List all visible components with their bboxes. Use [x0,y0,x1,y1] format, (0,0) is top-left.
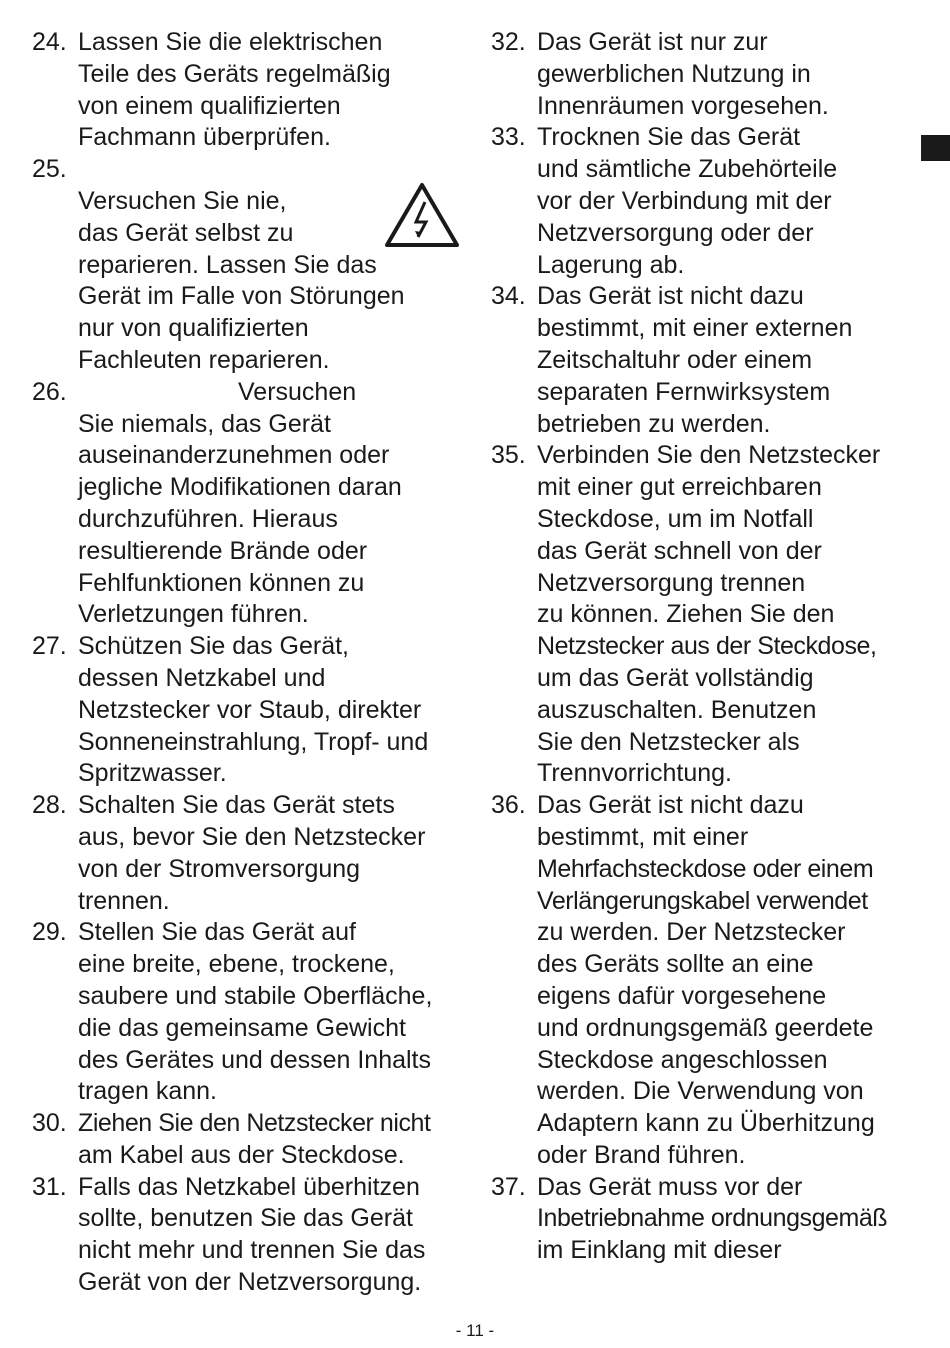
item-line: bestimmt, mit einer [537,822,749,851]
item-line: werden. Die Verwendung von [537,1077,864,1106]
item-number: 31. [32,1172,67,1201]
list-item-37 [491,1172,931,1267]
item-line: Netzstecker vor Staub, direkter [78,695,422,724]
item-number: 28. [32,791,67,820]
item-line: Lagerung ab. [537,250,685,279]
item-line: betrieben zu werden. [537,409,771,438]
electric-shock-warning-icon [384,182,460,248]
item-line: von der Stromversorgung [78,854,361,883]
item-line: des Geräts sollte an eine [537,950,814,979]
item-line: trennen. [78,886,170,915]
list-item-35 [491,440,931,790]
item-number: 32. [491,28,526,56]
item-line: Lassen Sie die elektrischen [78,28,383,56]
item-line: Zeitschaltuhr oder einem [537,345,813,374]
item-number: 26. [32,377,67,406]
item-line: nicht mehr und trennen Sie das [78,1236,426,1265]
item-line: Verbinden Sie den Netzstecker [537,441,881,470]
item-line: Versuchen [238,377,357,406]
item-line: Trennvorrichtung. [537,759,732,788]
item-line: Das Gerät ist nicht dazu [537,791,804,820]
item-line: Steckdose, um im Notfall [537,504,814,533]
item-line: Trocknen Sie das Gerät [537,123,801,152]
item-line: auszuschalten. Benutzen [537,695,817,724]
item-line: dessen Netzkabel und [78,663,326,692]
item-line: jegliche Modifikationen daran [78,473,402,502]
right-column [491,27,931,1267]
item-line: aus, bevor Sie den Netzstecker [78,822,426,851]
list-item-33 [491,122,931,281]
item-line: Gerät von der Netzversorgung. [78,1268,422,1297]
item-line: eine breite, ebene, trockene, [78,950,395,979]
list-item-31 [32,1172,472,1299]
item-line: Schalten Sie das Gerät stets [78,791,395,820]
item-line: Verletzungen führen. [78,600,309,629]
item-line: um das Gerät vollständig [537,663,814,692]
item-number: 30. [32,1109,67,1138]
item-line: von einem qualifizierten [78,91,341,120]
item-line: Teile des Geräts regelmäßig [78,59,391,88]
item-line: Netzversorgung trennen [537,568,806,597]
item-line: Adaptern kann zu Überhitzung [537,1109,875,1138]
item-line: Sie den Netzstecker als [537,727,800,756]
item-number: 24. [32,28,67,56]
item-line: Inbetriebnahme ordnungsgemäß [537,1204,888,1233]
item-line: resultierende Brände oder [78,536,368,565]
item-line: auseinanderzunehmen oder [78,441,390,470]
item-line: mit einer gut erreichbaren [537,473,822,502]
item-number: 27. [32,632,67,661]
item-line: Mehrfachsteckdose oder einem [537,854,874,883]
item-line: saubere und stabile Oberfläche, [78,981,433,1010]
item-line: bestimmt, mit einer externen [537,314,853,343]
list-item-32 [491,27,931,122]
item-number: 25. [32,155,67,184]
item-line: vor der Verbindung mit der [537,186,832,215]
left-column [32,27,472,1299]
item-line: gewerblichen Nutzung in [537,59,811,88]
item-line: Ziehen Sie den Netzstecker nicht [78,1109,431,1138]
item-line: das Gerät schnell von der [537,536,822,565]
list-item-29 [32,917,472,1108]
item-number: 29. [32,918,67,947]
item-line: Das Gerät muss vor der [537,1172,803,1201]
item-number: 34. [491,282,526,311]
item-line: Das Gerät ist nur zur [537,28,768,56]
item-line: Verlängerungskabel verwendet [537,886,868,915]
item-line: und ordnungsgemäß geerdete [537,1013,874,1042]
list-item-36 [491,790,931,1172]
item-line: des Gerätes und dessen Inhalts [78,1045,432,1074]
item-line: und sämtliche Zubehörteile [537,155,838,184]
item-line: Netzversorgung oder der [537,218,814,247]
item-number: 36. [491,791,526,820]
item-line: Versuchen Sie nie, [78,186,287,215]
item-line: zu können. Ziehen Sie den [537,600,835,629]
item-line: Netzstecker aus der Steckdose, [537,632,877,661]
item-line: Stellen Sie das Gerät auf [78,918,356,947]
item-line: sollte, benutzen Sie das Gerät [78,1204,413,1233]
list-item-30 [32,1108,472,1172]
item-line: Falls das Netzkabel überhitzen [78,1172,420,1201]
item-line: zu werden. Der Netzstecker [537,918,846,947]
item-number: 35. [491,441,526,470]
list-item-26 [32,377,472,631]
item-line: Sonneneinstrahlung, Tropf- und [78,727,429,756]
item-line: eigens dafür vorgesehene [537,981,827,1010]
list-item-27 [32,631,472,790]
item-number: 37. [491,1172,526,1201]
item-line: reparieren. Lassen Sie das [78,250,377,279]
item-number: 33. [491,123,526,152]
item-line: Fehlfunktionen können zu [78,568,365,597]
page-number: - 11 - [455,1321,495,1340]
item-line: Das Gerät ist nicht dazu [537,282,804,311]
item-line: separaten Fernwirksystem [537,377,831,406]
list-item-34 [491,281,931,440]
item-line: Fachleuten reparieren. [78,345,330,374]
list-item-28 [32,790,472,917]
item-line: Schützen Sie das Gerät, [78,632,349,661]
list-item-25 [32,154,472,377]
item-line: nur von qualifizierten [78,314,309,343]
item-line: Innenräumen vorgesehen. [537,91,829,120]
item-line: am Kabel aus der Steckdose. [78,1140,405,1169]
item-line: Spritzwasser. [78,759,227,788]
item-line: Steckdose angeschlossen [537,1045,828,1074]
item-line: Sie niemals, das Gerät [78,409,331,438]
item-line: das Gerät selbst zu [78,218,294,247]
item-line: Gerät im Falle von Störungen [78,282,405,311]
item-line: im Einklang mit dieser [537,1236,782,1265]
item-line: oder Brand führen. [537,1140,746,1169]
list-item-24 [32,27,472,154]
item-line: tragen kann. [78,1077,217,1106]
item-line: durchzuführen. Hieraus [78,504,338,533]
item-line: Fachmann überprüfen. [78,123,331,152]
item-line: die das gemeinsame Gewicht [78,1013,406,1042]
